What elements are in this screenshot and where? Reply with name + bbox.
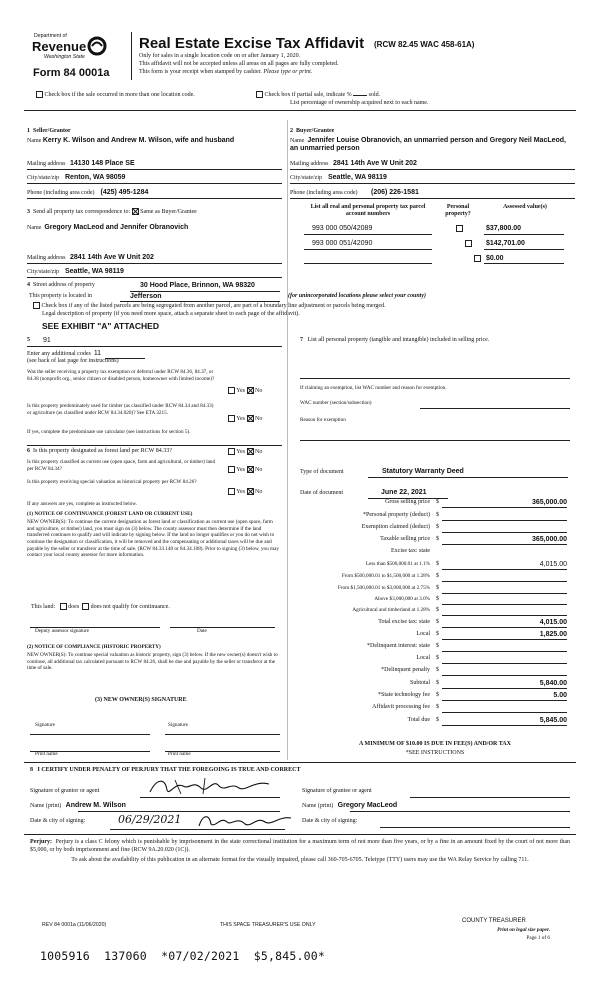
parcel-value-2[interactable]: $142,701.00 [486, 240, 525, 247]
certify-statement: 8 I CERTIFY UNDER PENALTY OF PERJURY THAT THE FOREGOING IS TRUE AND CORRECT [30, 767, 301, 773]
form-revision: REV 84 0001a (11/06/2020) [42, 922, 107, 928]
tier1-tax[interactable]: 4,015.00 [442, 561, 567, 570]
multi-location-check[interactable]: Check box if the sale occurred in more than one location code. [36, 91, 195, 99]
perjury-statement: Perjury: Perjury is a class C felony which is punishable by imprisonment in the state correctional institution for a maximum term of not more than five years, or by a fine in an amount fixed by the court of not more than $5,000, or by both imprisonment and fine (RCW 9A.20.020 (1C)). [30, 839, 571, 854]
historic-no-checkbox[interactable] [247, 488, 254, 495]
exemption-claim-label: If claiming an exemption, list WAC number and reason for exemption. [300, 385, 447, 391]
document-date[interactable]: June 22, 2021 [381, 489, 427, 496]
section-7-label: 7 List all personal property (tangible and intangible) included in selling price. [300, 337, 490, 343]
this-land-row: This land: does does not qualify for continuance. [31, 603, 170, 610]
new-owner-sig-label-1: Signature [35, 722, 55, 728]
seller-phone-row: Phone (including area code) (425) 495-1284 [27, 189, 149, 196]
partial-sale-check[interactable]: Check box if partial sale, indicate % sold. [256, 91, 380, 99]
land-does-checkbox[interactable] [60, 603, 67, 610]
buyer-name-row: Name Jennifer Louise Obranovich, an unmarried person and Gregory Neil MacLeod, an unmarried person [290, 137, 566, 153]
parcel-personal-checkbox-3[interactable] [474, 255, 481, 262]
document-type[interactable]: Statutory Warranty Deed [382, 468, 464, 475]
dollar-sign: $ [436, 596, 439, 602]
dor-logo [30, 34, 130, 64]
grantee-print-row: Name (print) Gregory MacLeod [302, 802, 398, 809]
exemption-yes-no[interactable]: Yes No [228, 387, 262, 395]
timber-question: Is this property predominately used for timber (as classified under RCW 84.34 and 84.33) or agriculture (as classified under RCW 84.34.020)? See ETA 3215. [27, 403, 214, 416]
grantee-signature-label: Signature of grantee or agent [302, 788, 372, 794]
logo-swirl-icon [86, 36, 108, 56]
agri-tax[interactable] [442, 607, 567, 616]
parcel-value-1[interactable]: $37,800.00 [486, 225, 522, 232]
calc-tier3-label: From $1,500,000.01 to $3,000,000 at 2.75% [337, 585, 430, 591]
exemption-question: Was the seller receiving a property tax exemption or deferral under RCW 84.36, 84.37, or 84.38 (nonprofit org., senior citizen or disabled person, homeowner with limited income)? [27, 369, 215, 382]
buyer-city-row: City/state/zip Seattle, WA 98119 [290, 174, 387, 181]
total-excise-state[interactable]: 4,015.00 [442, 619, 567, 628]
dollar-sign: $ [436, 631, 439, 637]
county-select[interactable]: Jefferson [130, 293, 162, 300]
grantor-city-handwriting [195, 812, 295, 830]
calc-penalty-label: *Delinquent penalty [381, 667, 430, 673]
calc-subtotal-label: Subtotal [409, 680, 430, 686]
assessor-signature-label: Deputy assessor signature [35, 628, 89, 634]
header-note-3: This form is your receipt when stamped by cashier. Please type or print. [139, 69, 313, 75]
assessor-date-label: Date [197, 628, 207, 634]
delinquent-penalty[interactable] [442, 667, 567, 676]
calc-tech-fee-label: *State technology fee [378, 692, 430, 698]
subtotal[interactable]: 5,840.00 [442, 680, 567, 689]
dollar-sign: $ [436, 573, 439, 579]
total-due[interactable]: 5,845.00 [442, 717, 567, 726]
notice-compliance-title: (2) NOTICE OF COMPLIANCE (HISTORIC PROPERTY) [27, 644, 161, 650]
buyer-mailing[interactable]: 2841 14th Ave W Unit 202 [333, 160, 417, 167]
grantor-signature[interactable] [145, 776, 275, 798]
dollar-sign: $ [436, 512, 439, 518]
exemption-reason-label: Reason for exemption [300, 417, 346, 423]
buyer-city[interactable]: Seattle, WA 98119 [328, 174, 387, 181]
section-1-label: 1 Seller/Grantor [27, 128, 71, 134]
grantor-signature-label: Signature of grantor or agent [30, 788, 100, 794]
grantor-date[interactable]: 06/29/2021 [118, 813, 182, 826]
boundary-check-row[interactable]: Check box if any of the listed parcels are being segregated from another parcel, are part of a boundary line adjustment or parcels being merged. [33, 302, 386, 310]
interest-state[interactable] [442, 643, 567, 652]
buyer-mailing-row: Mailing address 2841 14th Ave W Unit 202 [290, 160, 417, 167]
see-back-note: (see back of last page for instructions) [27, 358, 119, 364]
calc-excise-state-label: Excise tax: state [391, 548, 430, 554]
seller-phone[interactable]: (425) 495-1284 [100, 189, 149, 196]
taxable-selling-price[interactable]: 365,000.00 [442, 536, 567, 545]
current-use-yes-checkbox[interactable] [228, 466, 235, 473]
new-owner-print-label-2: Print name [168, 751, 191, 757]
tax-mailing[interactable]: 2841 14th Ave W Unit 202 [70, 254, 154, 261]
logo-brand: Revenue [32, 39, 87, 54]
calc-tier1-label: Less than $500,000.01 at 1.1% [365, 561, 430, 567]
dollar-sign: $ [436, 680, 439, 686]
parcel-personal-checkbox-2[interactable] [465, 240, 472, 247]
seller-mailing-row: Mailing address 14130 148 Place SE [27, 160, 135, 167]
dollar-sign: $ [436, 643, 439, 649]
historic-yes-no[interactable]: Yes No [228, 488, 262, 496]
tax-name[interactable]: Gregory MacLeod and Jennifer Obranovich [44, 224, 189, 231]
timber-yes-no[interactable]: Yes No [228, 415, 262, 423]
logo-state: Washington State [44, 54, 85, 60]
exemption-yes-checkbox[interactable] [228, 387, 235, 394]
unincorporated-note: (for unincorporated locations please select your county) [288, 293, 426, 299]
additional-codes[interactable]: 11 [93, 350, 102, 357]
tier3-tax[interactable] [442, 585, 567, 594]
seller-name-row: Name Kerry K. Wilson and Andrew M. Wilson, wife and husband [27, 137, 235, 144]
parcel-col-personal: Personal property? [445, 204, 471, 217]
buyer-name[interactable]: Jennifer Louise Obranovich, an unmarried person and Gregory Neil MacLeod, an unmarried person [290, 137, 566, 153]
legal-description-label: Legal description of property (if you need more space, attach a separate sheet to each page of the affidavit). [42, 311, 300, 317]
header-note-1: Only for sales in a single location code on or after January 1, 2020. [139, 53, 301, 59]
minimum-fee-note: A MINIMUM OF $10.00 IS DUE IN FEE(S) AND/OR TAX [359, 741, 511, 747]
page-title: Real Estate Excise Tax Affidavit [139, 35, 365, 52]
partial-list-note: List percentage of ownership acquired next to each name. [290, 100, 429, 106]
tier4-tax[interactable] [442, 596, 567, 605]
property-address[interactable]: 30 Hood Place, Brinnon, WA 98320 [140, 282, 255, 289]
dollar-sign: $ [436, 585, 439, 591]
notice-continuance-title: (1) NOTICE OF CONTINUANCE (FOREST LAND OR CURRENT USE) [27, 511, 193, 517]
buyer-phone[interactable]: (206) 226-1581 [370, 189, 419, 196]
additional-codes-row: Enter any additional codes 11 [27, 350, 102, 357]
calc-tier2-label: From $500,000.01 to $1,500,000 at 1.28% [341, 573, 430, 579]
section-4-street-row: 4 Street address of property [27, 282, 95, 288]
exemption-deduct[interactable] [442, 524, 567, 533]
parcel-personal-checkbox-1[interactable] [456, 225, 463, 232]
multi-location-checkbox[interactable] [36, 91, 43, 98]
see-instructions-note: *SEE INSTRUCTIONS [405, 750, 465, 756]
forest-no-checkbox[interactable] [247, 448, 254, 455]
section-3-label: 3 Send all property tax correspondence to: Same as Buyer/Grantee [27, 208, 197, 215]
forest-yes-no[interactable]: Yes No [228, 448, 262, 456]
technology-fee[interactable]: 5.00 [442, 692, 567, 701]
current-use-yes-no[interactable]: Yes No [228, 466, 262, 474]
calc-local-label: Local [416, 631, 430, 637]
grantee-print-name[interactable]: Gregory MacLeod [337, 802, 398, 809]
dollar-sign: $ [436, 524, 439, 530]
section-2-label: 2 Buyer/Grantee [290, 128, 335, 134]
exemption-no-checkbox[interactable] [247, 387, 254, 394]
legal-description[interactable]: SEE EXHIBIT "A" ATTACHED [42, 321, 159, 331]
boundary-checkbox[interactable] [33, 302, 40, 309]
use-code[interactable]: 91 [43, 337, 51, 344]
wac-number-label: WAC number (section/subsection) [300, 400, 372, 406]
dollar-sign: $ [436, 667, 439, 673]
seller-city-row: City/state/zip Renton, WA 98059 [27, 174, 126, 181]
processing-fee[interactable] [442, 704, 567, 713]
calc-personal-label: *Personal property (deduct) [363, 512, 430, 518]
tax-name-row: Name Gregory MacLeod and Jennifer Obranovich [27, 224, 189, 231]
doc-type-row: Type of document [300, 469, 344, 475]
grantor-print-row: Name (print) Andrew M. Wilson [30, 802, 126, 809]
dollar-sign: $ [436, 619, 439, 625]
calc-exemption-label: Exemption claimed (deduct) [361, 524, 430, 530]
interest-local[interactable] [442, 655, 567, 664]
tax-mailing-row: Mailing address 2841 14th Ave W Unit 202 [27, 254, 154, 261]
located-in-label: This property is located in [29, 293, 92, 299]
seller-city[interactable]: Renton, WA 98059 [65, 174, 126, 181]
calc-taxable-label: Taxable selling price [380, 536, 430, 542]
receipt-stamp: 1005916 137060 *07/02/2021 $5,845.00* [40, 949, 325, 963]
dollar-sign: $ [436, 607, 439, 613]
parcel-number-2[interactable]: 993 000 051/42090 [312, 240, 373, 247]
land-does-not-checkbox[interactable] [82, 603, 89, 610]
parcel-value-3[interactable]: $0.00 [486, 255, 504, 262]
same-as-buyer-checkbox[interactable] [132, 208, 139, 215]
seller-name[interactable]: Kerry K. Wilson and Andrew M. Wilson, wife and husband [42, 137, 235, 144]
grantor-date-row: Date & city of signing: [30, 818, 86, 824]
dollar-sign: $ [436, 717, 439, 723]
new-owner-sig-label-2: Signature [168, 722, 188, 728]
dollar-sign: $ [436, 561, 439, 567]
predominate-use-note: If yes, complete the predominate use calculator (see instructions for section 5). [27, 429, 191, 435]
treasurer-use-label: THIS SPACE TREASURER'S USE ONLY [220, 922, 316, 928]
calc-total-state-label: Total excise tax: state [378, 619, 430, 625]
tax-city[interactable]: Seattle, WA 98119 [65, 268, 124, 275]
forest-question: 6 Is this property designated as forest land per RCW 84.33? [27, 448, 172, 454]
partial-sale-checkbox[interactable] [256, 91, 263, 98]
dollar-sign: $ [436, 704, 439, 710]
timber-yes-checkbox[interactable] [228, 415, 235, 422]
historic-yes-checkbox[interactable] [228, 488, 235, 495]
code-reference: (RCW 82.45 WAC 458-61A) [374, 40, 475, 49]
header-note-2: This affidavit will not be accepted unless all areas on all pages are fully completed. [139, 61, 339, 67]
new-owner-signature-title: (3) NEW OWNER(S) SIGNATURE [95, 697, 187, 703]
grantor-print-name[interactable]: Andrew M. Wilson [65, 802, 126, 809]
print-legal-note: Print on legal size paper. [497, 927, 550, 933]
personal-property-deduct[interactable] [442, 512, 567, 521]
dollar-sign: $ [436, 655, 439, 661]
timber-no-checkbox[interactable] [247, 415, 254, 422]
grantee-date-row: Date & city of signing: [302, 818, 358, 824]
if-yes-note: If any answers are yes, complete as instructed below. [27, 501, 138, 507]
calc-total-due-label: Total due [407, 717, 430, 723]
tax-city-row: City/state/zip Seattle, WA 98119 [27, 268, 124, 275]
gross-selling-price[interactable]: 365,000.00 [442, 499, 567, 508]
doc-date-row: Date of document [300, 490, 343, 496]
total-excise-local[interactable]: 1,825.00 [442, 631, 567, 640]
section-5-label: 5 [27, 337, 30, 343]
dollar-sign: $ [436, 499, 439, 505]
current-use-question: Is this property classified as current use (open space, farm and agricultural, or timber) land per RCW 84.34? [27, 459, 216, 472]
notice-compliance-body: NEW OWNER(S): To continue special valuation as historic property, sign (3) below. If the new owner(s) doesn't wish to continue, all additional tax calculated pursuant to RCW 84.26, shall be due and payable by the seller or transferor at the time of sale. [27, 652, 278, 672]
forest-yes-checkbox[interactable] [228, 448, 235, 455]
parcel-col-numbers: List all real and personal property tax parcel account numbers [310, 204, 426, 217]
availability-note: To ask about the availability of this publication in an alternate format for the visually impaired, please call 360-705-6705. Teletype (TTY) users may use the WA Relay Service by calling 711. [71, 857, 529, 863]
parcel-col-assessed: Assessed value(s) [503, 204, 547, 210]
dollar-sign: $ [436, 536, 439, 542]
buyer-phone-row: Phone (including area code) (206) 226-1581 [290, 189, 419, 196]
seller-mailing[interactable]: 14130 148 Place SE [70, 160, 135, 167]
calc-agri-label: Agricultural and timberland at 1.28% [352, 607, 430, 613]
county-treasurer-label: COUNTY TREASURER [462, 918, 526, 924]
current-use-no-checkbox[interactable] [247, 466, 254, 473]
parcel-number-1[interactable]: 993 000 050/42089 [312, 225, 373, 232]
historic-question: Is this property receiving special valuation as historical property per RCW 84.26? [27, 479, 197, 485]
calc-processing-fee-label: Affidavit processing fee [372, 704, 430, 710]
form-number: Form 84 0001a [33, 67, 110, 79]
tier2-tax[interactable] [442, 573, 567, 582]
logo-agency-line: Department of [34, 33, 67, 39]
notice-continuance-body: NEW OWNER(S): To continue the current designation as forest land or classification as current use (open space, farm and agriculture, or timber) land, you must sign on (3) below. The county assessor must then determine if the land transferred continues to qualify and will indicate by signing below. If the land no longer qualifies or you do not wish to continue the designation or classification, it will be removed and the compensating or additional taxes will be due and payable by the seller or transferor at the time of sale. (RCW 84.33.140 or 84.34.108). Prior to signing (3) below, you may contact your local county assessor for more information. [27, 519, 279, 559]
calc-interest-local-label: Local [416, 655, 430, 661]
calc-interest-state-label: *Delinquent interest: state [367, 643, 430, 649]
calc-tier4-label: Above $3,000,000 at 3.0% [374, 596, 430, 602]
new-owner-print-label-1: Print name [35, 751, 58, 757]
calc-gross-label: Gross selling price [385, 499, 430, 505]
dollar-sign: $ [436, 692, 439, 698]
page-number: Page 1 of 6 [526, 935, 550, 941]
